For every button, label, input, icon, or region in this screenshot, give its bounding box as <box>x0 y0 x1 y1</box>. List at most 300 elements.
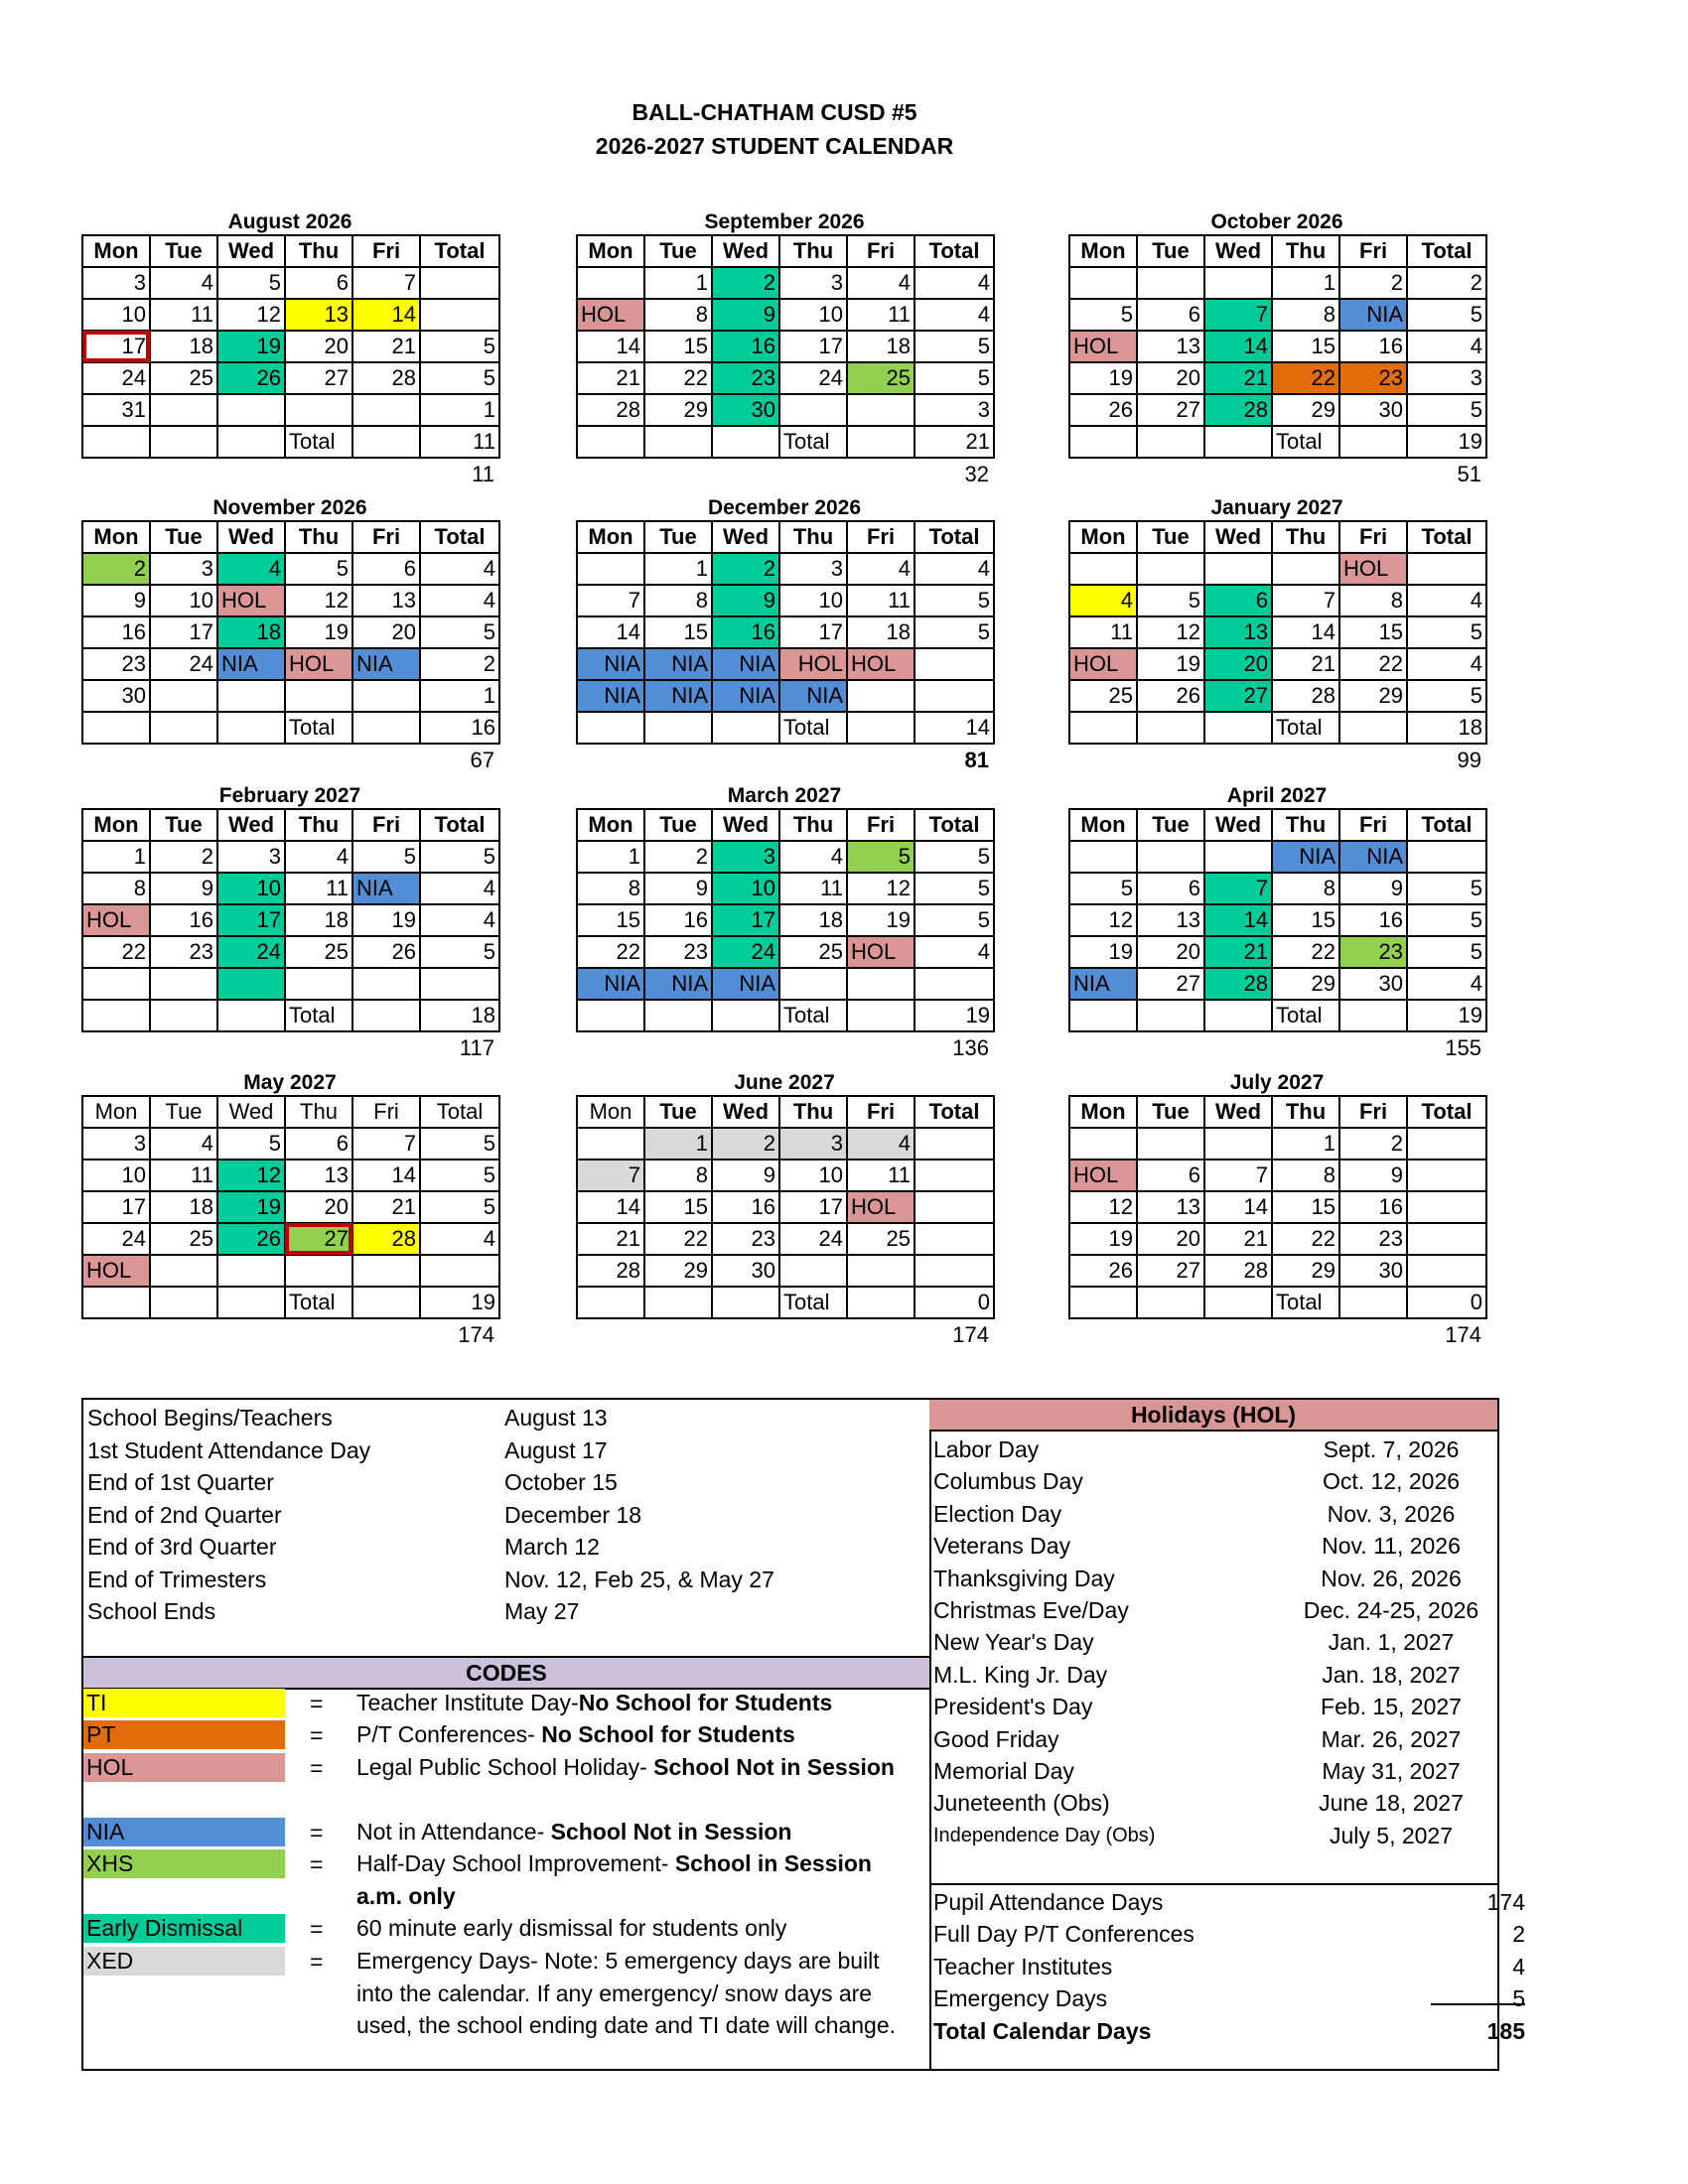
month-table <box>1068 1095 1487 1319</box>
day-header: Fri <box>1339 809 1407 841</box>
day-cell: 24 <box>82 362 150 394</box>
day-cell: 12 <box>217 1160 285 1191</box>
day-cell: 15 <box>1272 904 1339 936</box>
holidays-and-totals <box>929 1400 1525 2069</box>
day-header: Thu <box>779 809 847 841</box>
total-value: 5 <box>1512 1985 1525 2012</box>
day-cell: 14 <box>1204 331 1272 362</box>
month-3 <box>81 496 498 776</box>
week-total <box>1407 841 1486 873</box>
month-9 <box>81 1071 498 1351</box>
day-cell: 10 <box>82 299 150 331</box>
week-total: 2 <box>420 648 499 680</box>
header-row <box>577 1096 994 1128</box>
day-cell: 16 <box>82 616 150 648</box>
day-cell: 22 <box>644 362 712 394</box>
day-header: Total <box>914 235 994 267</box>
week-total: 5 <box>914 331 994 362</box>
key-date-value: May 27 <box>504 1598 580 1624</box>
day-cell: 25 <box>150 362 217 394</box>
week-total: 5 <box>420 936 499 968</box>
day-cell: 3 <box>82 267 150 299</box>
holiday-name: Thanksgiving Day <box>933 1565 1115 1591</box>
month-name: September 2026 <box>704 210 865 233</box>
month-table <box>576 1095 995 1319</box>
header-row <box>577 235 994 267</box>
day-cell: 18 <box>285 904 352 936</box>
week-total <box>1407 553 1486 585</box>
day-cell: 22 <box>1272 936 1339 968</box>
day-cell: NIA <box>1272 841 1339 873</box>
holiday-name: Memorial Day <box>933 1758 1074 1784</box>
day-header: Wed <box>217 235 285 267</box>
cumulative-total: 174 <box>1445 1322 1481 1347</box>
day-cell: NIA <box>577 648 644 680</box>
day-cell <box>150 1255 217 1287</box>
code-description <box>356 1751 922 1784</box>
equals-sign: = <box>310 1722 324 1748</box>
week-total: 2 <box>1407 267 1486 299</box>
district-title: BALL-CHATHAM CUSD #5 <box>632 99 917 125</box>
cumulative-total: 81 <box>964 748 989 772</box>
day-cell <box>1339 1287 1407 1318</box>
day-cell: 24 <box>779 1223 847 1255</box>
day-cell: 18 <box>847 331 914 362</box>
month-name: June 2027 <box>734 1071 835 1094</box>
day-cell: 2 <box>712 1128 779 1160</box>
day-cell <box>1137 1000 1204 1031</box>
day-cell: 10 <box>779 1160 847 1191</box>
month-name: November 2026 <box>212 496 367 519</box>
day-cell: 14 <box>577 331 644 362</box>
day-cell: HOL <box>779 648 847 680</box>
day-cell: 22 <box>1272 362 1339 394</box>
week-row <box>577 616 994 648</box>
day-cell <box>779 1255 847 1287</box>
day-cell: 23 <box>712 362 779 394</box>
day-cell: 6 <box>1204 585 1272 616</box>
month-6 <box>81 784 498 1064</box>
week-row <box>82 331 499 362</box>
day-cell <box>847 1287 914 1318</box>
week-total: 4 <box>420 585 499 616</box>
total-label: Pupil Attendance Days <box>933 1889 1164 1915</box>
day-cell: 31 <box>82 394 150 426</box>
week-total <box>1407 1128 1486 1160</box>
day-cell: 21 <box>1204 936 1272 968</box>
day-header: Tue <box>1137 809 1204 841</box>
week-row <box>1069 553 1486 585</box>
day-header: Tue <box>150 809 217 841</box>
day-cell: 19 <box>285 616 352 648</box>
key-date-label: End of 2nd Quarter <box>87 1501 282 1528</box>
day-cell: 4 <box>150 267 217 299</box>
day-cell: 11 <box>1069 616 1137 648</box>
day-cell: NIA <box>712 968 779 1000</box>
header-row <box>1069 521 1486 553</box>
day-header: Thu <box>1272 1096 1339 1128</box>
header-row <box>1069 235 1486 267</box>
week-total: 5 <box>1407 299 1486 331</box>
day-cell: 16 <box>712 616 779 648</box>
code-description <box>356 1687 922 1719</box>
day-header: Fri <box>1339 235 1407 267</box>
day-cell: 16 <box>712 1191 779 1223</box>
month-total-row <box>1069 1000 1486 1031</box>
key-date-value: Nov. 12, Feb 25, & May 27 <box>504 1566 774 1592</box>
day-cell: HOL <box>82 904 150 936</box>
day-cell: 9 <box>150 873 217 904</box>
day-cell <box>285 1255 352 1287</box>
week-total: 19 <box>1407 426 1486 458</box>
day-cell: 14 <box>577 616 644 648</box>
day-cell: 6 <box>285 267 352 299</box>
month-total-row <box>577 1287 994 1318</box>
day-cell: 14 <box>352 299 420 331</box>
holiday-date: May 31, 2027 <box>1322 1758 1461 1784</box>
week-total: 4 <box>914 553 994 585</box>
day-cell: Total <box>285 1287 352 1318</box>
month-table <box>1068 234 1487 459</box>
day-header: Fri <box>847 809 914 841</box>
week-total: 4 <box>914 299 994 331</box>
day-cell <box>352 426 420 458</box>
day-header: Tue <box>150 1096 217 1128</box>
day-cell <box>352 1287 420 1318</box>
day-cell: 7 <box>352 1128 420 1160</box>
month-name: January 2027 <box>1210 496 1343 519</box>
code-desc-text: P/T Conferences- <box>356 1721 542 1747</box>
cumulative-total: 11 <box>472 462 494 486</box>
holiday-name: M.L. King Jr. Day <box>933 1661 1108 1688</box>
holiday-name: Election Day <box>933 1500 1062 1527</box>
day-header: Thu <box>285 521 352 553</box>
day-cell: 23 <box>1339 936 1407 968</box>
week-row <box>1069 968 1486 1000</box>
week-row <box>577 394 994 426</box>
week-total <box>914 1191 994 1223</box>
day-cell: 6 <box>285 1128 352 1160</box>
week-row <box>1069 616 1486 648</box>
day-cell <box>217 712 285 744</box>
day-header: Fri <box>847 521 914 553</box>
day-cell: 12 <box>285 585 352 616</box>
day-cell: 4 <box>847 1128 914 1160</box>
week-row <box>82 616 499 648</box>
week-total: 4 <box>914 267 994 299</box>
week-row <box>82 1255 499 1287</box>
day-cell: 6 <box>1137 873 1204 904</box>
day-cell <box>577 712 644 744</box>
day-cell: 2 <box>644 841 712 873</box>
week-total: 4 <box>1407 648 1486 680</box>
day-cell: 10 <box>779 585 847 616</box>
header-row <box>577 521 994 553</box>
day-cell <box>1204 426 1272 458</box>
day-cell: 9 <box>712 299 779 331</box>
day-cell: 26 <box>217 1223 285 1255</box>
month-name: March 2027 <box>727 784 842 807</box>
code-swatch: HOL <box>83 1753 285 1782</box>
day-cell: 27 <box>1204 680 1272 712</box>
holiday-date: Dec. 24-25, 2026 <box>1303 1597 1479 1623</box>
day-cell: 28 <box>577 394 644 426</box>
day-cell <box>352 712 420 744</box>
week-total: 5 <box>1407 616 1486 648</box>
day-header: Wed <box>217 809 285 841</box>
holiday-name: Labor Day <box>933 1436 1040 1462</box>
week-total: 4 <box>1407 585 1486 616</box>
day-header: Thu <box>1272 521 1339 553</box>
week-total: 11 <box>420 426 499 458</box>
day-cell: HOL <box>1339 553 1407 585</box>
week-row <box>82 1191 499 1223</box>
month-table <box>81 234 500 459</box>
day-header: Total <box>914 1096 994 1128</box>
day-cell <box>847 712 914 744</box>
day-cell: 2 <box>712 553 779 585</box>
day-cell <box>712 712 779 744</box>
day-cell <box>577 1128 644 1160</box>
day-header: Mon <box>577 1096 644 1128</box>
code-desc-emphasis: No School for Students <box>578 1690 833 1715</box>
code-description <box>356 1945 922 2042</box>
day-cell: Total <box>285 1000 352 1031</box>
header-row <box>1069 809 1486 841</box>
day-cell: 4 <box>1069 585 1137 616</box>
week-total: 19 <box>1407 1000 1486 1031</box>
total-value: 2 <box>1512 1921 1525 1948</box>
week-row <box>1069 680 1486 712</box>
day-header: Fri <box>352 1096 420 1128</box>
day-cell: 4 <box>847 553 914 585</box>
code-swatch: TI <box>83 1689 285 1717</box>
day-cell: 11 <box>285 873 352 904</box>
week-total: 1 <box>420 394 499 426</box>
day-cell: Total <box>779 426 847 458</box>
week-total: 1 <box>420 680 499 712</box>
week-row <box>1069 1255 1486 1287</box>
day-cell: 8 <box>1339 585 1407 616</box>
equals-sign: = <box>310 1916 324 1942</box>
day-cell: Total <box>779 712 847 744</box>
day-cell: 14 <box>352 1160 420 1191</box>
day-cell: 9 <box>82 585 150 616</box>
code-desc-text: Emergency Days- Note: 5 emergency days are built into the calendar. If any emergency/ snow days are used, the school ending date and TI date will change. <box>356 1948 897 2038</box>
month-2 <box>1068 210 1485 490</box>
day-cell: HOL <box>847 936 914 968</box>
day-cell: 28 <box>1204 394 1272 426</box>
day-cell: NIA <box>779 680 847 712</box>
day-cell: 12 <box>847 873 914 904</box>
week-total: 5 <box>914 585 994 616</box>
day-cell: 21 <box>352 331 420 362</box>
week-row <box>82 267 499 299</box>
key-date-value: August 13 <box>504 1405 608 1431</box>
week-total: 4 <box>1407 331 1486 362</box>
code-desc-text: Not in Attendance- <box>356 1819 551 1844</box>
day-header: Thu <box>779 521 847 553</box>
day-header: Mon <box>577 809 644 841</box>
day-cell: 29 <box>1339 680 1407 712</box>
day-cell: 13 <box>1204 616 1272 648</box>
week-total <box>1407 1191 1486 1223</box>
day-cell: 1 <box>577 841 644 873</box>
month-total-row <box>1069 1287 1486 1318</box>
week-total <box>1407 1223 1486 1255</box>
day-cell <box>1339 712 1407 744</box>
key-date-value: December 18 <box>504 1501 642 1528</box>
day-cell: 7 <box>577 585 644 616</box>
day-cell: 4 <box>285 841 352 873</box>
day-header: Fri <box>1339 1096 1407 1128</box>
week-row <box>82 585 499 616</box>
header-row <box>82 521 499 553</box>
day-cell: 20 <box>285 1191 352 1223</box>
day-cell: 13 <box>285 299 352 331</box>
day-cell <box>1204 712 1272 744</box>
day-cell: 24 <box>217 936 285 968</box>
cumulative-total: 67 <box>470 748 494 772</box>
day-cell <box>1137 553 1204 585</box>
day-header: Fri <box>352 809 420 841</box>
day-cell: 6 <box>352 553 420 585</box>
day-cell <box>1339 1000 1407 1031</box>
day-cell: 9 <box>712 1160 779 1191</box>
day-cell: 3 <box>779 267 847 299</box>
week-row <box>577 841 994 873</box>
day-cell: 8 <box>644 299 712 331</box>
day-cell: 11 <box>150 299 217 331</box>
week-row <box>82 1223 499 1255</box>
holiday-name: Good Friday <box>933 1725 1059 1752</box>
day-cell: NIA <box>217 648 285 680</box>
week-total: 5 <box>914 904 994 936</box>
week-row <box>1069 1191 1486 1223</box>
day-cell <box>779 394 847 426</box>
day-cell: 18 <box>150 331 217 362</box>
day-cell: 25 <box>1069 680 1137 712</box>
equals-sign: = <box>310 1691 324 1716</box>
day-cell: 17 <box>150 616 217 648</box>
day-header: Mon <box>1069 235 1137 267</box>
holiday-name: Independence Day (Obs) <box>933 1824 1156 1846</box>
day-cell: 18 <box>779 904 847 936</box>
day-cell: 10 <box>779 299 847 331</box>
month-name: December 2026 <box>707 496 862 519</box>
week-total: 0 <box>914 1287 994 1318</box>
week-total: 5 <box>420 1128 499 1160</box>
day-cell: 29 <box>1272 1255 1339 1287</box>
day-cell: 12 <box>1069 904 1137 936</box>
day-cell: 25 <box>779 936 847 968</box>
day-header: Mon <box>82 809 150 841</box>
week-total: 18 <box>1407 712 1486 744</box>
day-cell: HOL <box>577 299 644 331</box>
week-total <box>914 648 994 680</box>
key-date-label: School Begins/Teachers <box>87 1405 333 1431</box>
day-cell: 20 <box>1137 936 1204 968</box>
week-row <box>82 968 499 1000</box>
day-cell <box>217 1255 285 1287</box>
week-row <box>1069 904 1486 936</box>
day-header: Total <box>420 521 499 553</box>
week-total: 5 <box>914 873 994 904</box>
week-row <box>577 585 994 616</box>
total-value: 174 <box>1486 1889 1525 1915</box>
day-cell <box>1204 553 1272 585</box>
day-cell: 29 <box>1272 968 1339 1000</box>
month-table <box>576 520 995 745</box>
month-10 <box>576 1071 993 1351</box>
month-name: October 2026 <box>1210 210 1343 233</box>
day-header: Total <box>1407 235 1486 267</box>
day-cell: 30 <box>1339 394 1407 426</box>
week-row <box>82 299 499 331</box>
month-name: February 2027 <box>218 784 361 807</box>
header-row <box>1069 1096 1486 1128</box>
day-cell: 13 <box>1137 1191 1204 1223</box>
day-cell: 20 <box>352 616 420 648</box>
week-total: 5 <box>1407 873 1486 904</box>
day-header: Thu <box>1272 809 1339 841</box>
day-cell: 24 <box>712 936 779 968</box>
week-total: 19 <box>914 1000 994 1031</box>
holidays-header: Holidays (HOL) <box>929 1400 1497 1432</box>
day-cell: 5 <box>217 267 285 299</box>
week-row <box>577 968 994 1000</box>
day-cell <box>1137 1128 1204 1160</box>
month-name: July 2027 <box>1229 1071 1325 1094</box>
day-cell: HOL <box>847 648 914 680</box>
day-header: Wed <box>1204 521 1272 553</box>
day-cell: 21 <box>1204 362 1272 394</box>
day-cell: 12 <box>1137 616 1204 648</box>
day-cell: HOL <box>847 1191 914 1223</box>
day-header: Thu <box>285 809 352 841</box>
month-5 <box>1068 496 1485 776</box>
day-cell: 26 <box>1069 394 1137 426</box>
day-cell: 30 <box>1339 968 1407 1000</box>
day-cell <box>779 968 847 1000</box>
day-cell: 10 <box>150 585 217 616</box>
day-cell: 13 <box>352 585 420 616</box>
day-cell: 22 <box>82 936 150 968</box>
day-cell: 7 <box>352 267 420 299</box>
day-header: Tue <box>1137 1096 1204 1128</box>
day-cell: 21 <box>1272 648 1339 680</box>
cumulative-total: 174 <box>952 1322 989 1347</box>
day-cell: HOL <box>82 1255 150 1287</box>
day-cell: 18 <box>217 616 285 648</box>
day-cell: 4 <box>847 267 914 299</box>
month-name: April 2027 <box>1226 784 1328 807</box>
day-cell: 20 <box>1204 648 1272 680</box>
day-header: Thu <box>285 1096 352 1128</box>
day-cell: 14 <box>577 1191 644 1223</box>
header-row <box>82 235 499 267</box>
day-cell: 5 <box>847 841 914 873</box>
day-cell <box>1069 426 1137 458</box>
week-total: 19 <box>420 1287 499 1318</box>
day-header: Mon <box>82 235 150 267</box>
code-desc-text: Legal Public School Holiday- <box>356 1754 654 1780</box>
day-cell <box>1204 1287 1272 1318</box>
day-cell: 15 <box>1339 616 1407 648</box>
day-cell <box>217 1000 285 1031</box>
day-cell: 26 <box>1069 1255 1137 1287</box>
month-table <box>81 1095 500 1319</box>
